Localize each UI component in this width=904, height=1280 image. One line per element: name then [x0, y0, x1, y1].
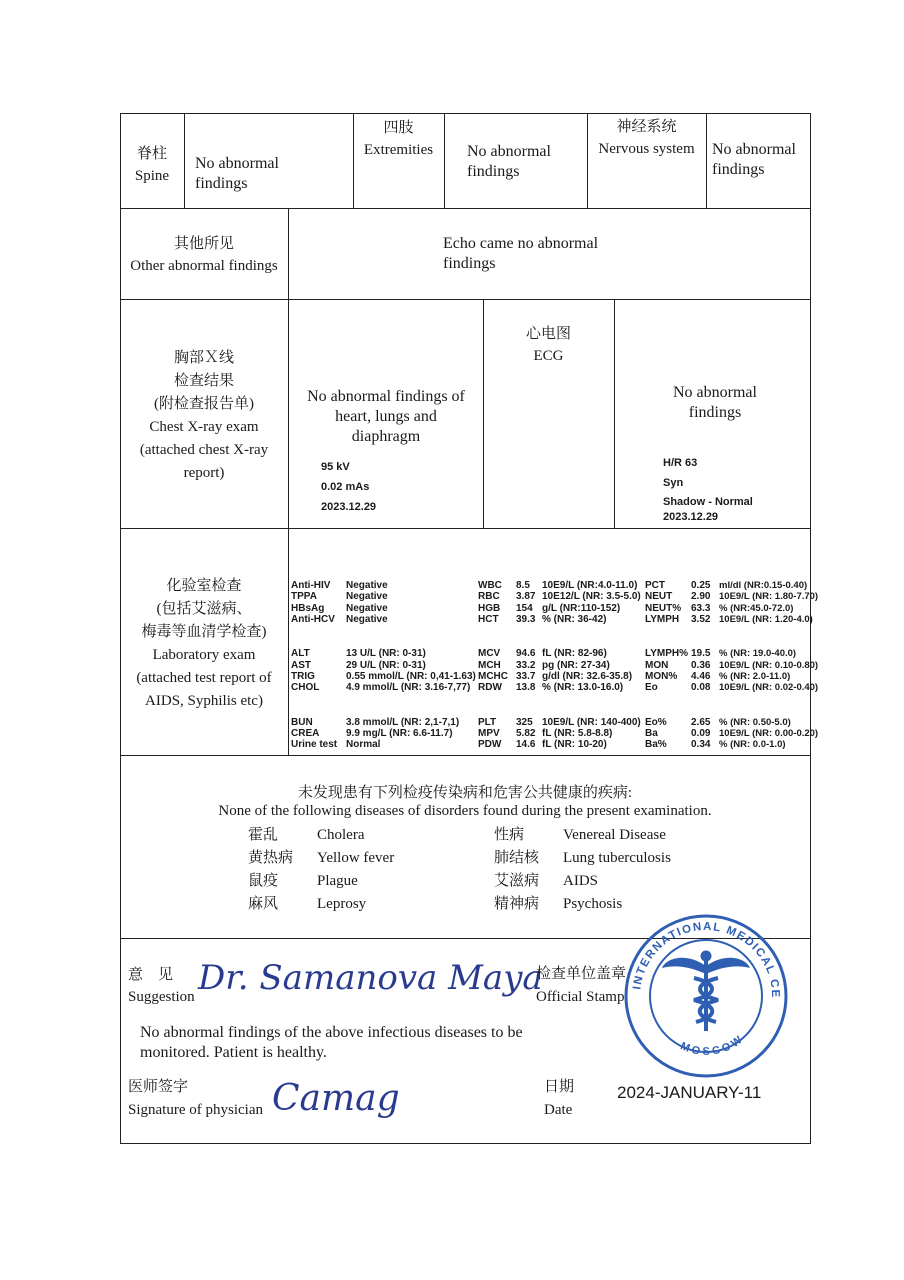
lab-col1-values: Negative Negative Negative Negative 13 U/L (NR: 0-31) 29 U/L (NR: 0-31) 0.55 mmol/L (NR: 0,41-1.63) 4.9 mmol/L (NR: 3.16-7,77) 3.8 mmol/L (NR: 2,1-7,1) 9.9 mg/L (NR: 6.6-11.7) Normal — [346, 579, 476, 751]
diseases-left-zh: 霍乱 黄热病 鼠疫 麻风 — [248, 827, 294, 912]
stamp-label: 检查单位盖章 Official Stamp — [536, 966, 627, 1005]
diseases-left-en: Cholera Yellow fever Plague Leprosy — [317, 827, 395, 912]
nervous-label: 神经系统 Nervous system — [598, 119, 695, 157]
xray-value: No abnormal findings of heart, lungs and diaphragm — [307, 388, 465, 445]
spine-value: No abnormal findings — [195, 155, 279, 192]
stamp-bottom-text: MOSCOW — [678, 1032, 747, 1058]
svg-text:MOSCOW — [679, 1032, 747, 1058]
extremities-value: No abnormal findings — [467, 143, 551, 180]
lab-col2-names: WBC RBC HGB HCT MCV MCH MCHC RDW PLT MPV PDW — [478, 579, 508, 751]
lab-col2-values: 8.5 3.87 154 39.3 94.6 33.2 33.7 13.8 325 5.82 14.6 — [516, 579, 536, 751]
spine-label: 脊柱 Spine — [134, 146, 170, 184]
official-stamp — [622, 912, 790, 1080]
xray-mas: 0.02 mAs — [321, 481, 370, 493]
ecg-label: 心电图 ECG — [525, 326, 571, 364]
ecg-shadow: Shadow - Normal — [663, 496, 753, 508]
suggestion-text: No abnormal findings of the above infectious diseases to be monitored. Patient is healthy. — [140, 1024, 523, 1061]
stamp-seal-icon — [622, 912, 790, 1080]
other-label: 其他所见 Other abnormal findings — [130, 236, 278, 274]
other-value: Echo came no abnormal findings — [443, 235, 599, 272]
date-label: 日期 Date — [544, 1079, 575, 1118]
lab-col3-values: 0.25 2.90 63.3 3.52 19.5 0.36 4.46 0.08 2.65 0.09 0.34 — [691, 579, 711, 751]
xray-kv: 95 kV — [321, 461, 350, 473]
xray-date: 2023.12.29 — [321, 501, 377, 513]
stamp-ring-text: INTERNATIONAL MEDICAL CE — [631, 920, 782, 999]
extremities-label: 四肢 Extremities — [363, 120, 434, 158]
signature-label: 医师签字 Signature of physician — [128, 1079, 263, 1118]
physician-signature: Camag — [272, 1078, 400, 1119]
lab-col3-names: PCT NEUT NEUT% LYMPH LYMPH% MON MON% Eo Eo% Ba Ba% — [645, 579, 688, 751]
suggestion-label: 意 见 Suggestion — [128, 967, 195, 1005]
lab-label: 化验室检查 (包括艾滋病、 梅毒等血清学检查) Laboratory exam (attached test report of AIDS, Syphilis etc) — [136, 578, 272, 709]
diseases-heading-zh: 未发现患有下列检疫传染病和危害公共健康的疾病: — [297, 785, 633, 801]
ecg-hr: H/R 63 — [663, 457, 698, 469]
lab-col2-ranges: 10E9/L (NR:4.0-11.0) 10E12/L (NR: 3.5-5.0) g/L (NR:110-152) % (NR: 36-42) fL (NR: 82-96) pg (NR: 27-34) g/dl (NR: 32.6-35.8) % (NR: 13.0-16.0) 10E9/L (NR: 140-400) fL (NR: 5.8-8.8) fL (NR: 10-20) — [542, 579, 641, 751]
xray-label: 胸部Ｘ线 检查结果 (附检查报告单) Chest X-ray exam (attached chest X-ray report) — [139, 350, 269, 481]
ecg-value: No abnormal findings — [673, 384, 757, 421]
ecg-syn: Syn — [663, 477, 684, 489]
ecg-date: 2023.12.29 — [663, 511, 719, 523]
lab-col1-names: Anti-HIV TPPA HBsAg Anti-HCV ALT AST TRIG CHOL BUN CREA Urine test — [291, 579, 338, 751]
suggestion-signature: Dr. Samanova Maya — [198, 958, 543, 998]
date-value: 2024-JANUARY-11 — [617, 1083, 762, 1102]
diseases-heading-en: None of the following diseases of disorders found during the present examination. — [218, 803, 712, 819]
diseases-right-zh: 性病 肺结核 艾滋病 精神病 — [494, 827, 540, 912]
lab-col3-ranges: ml/dl (NR:0.15-0.40) 10E9/L (NR: 1.80-7.70) % (NR:45.0-72.0) 10E9/L (NR: 1.20-4.0) % (NR: 19.0-40.0) 10E9/L (NR: 0.10-0.80) % (NR: 2.0-11.0) 10E9/L (NR: 0.02-0.40) % (NR: 0.50-5.0) 10E9/L (NR: 0.00-0.20) % (NR: 0.0-1.0) — [719, 579, 819, 751]
nervous-value: No abnormal findings — [712, 141, 796, 178]
diseases-right-en: Venereal Disease Lung tuberculosis AIDS Psychosis — [563, 827, 671, 912]
